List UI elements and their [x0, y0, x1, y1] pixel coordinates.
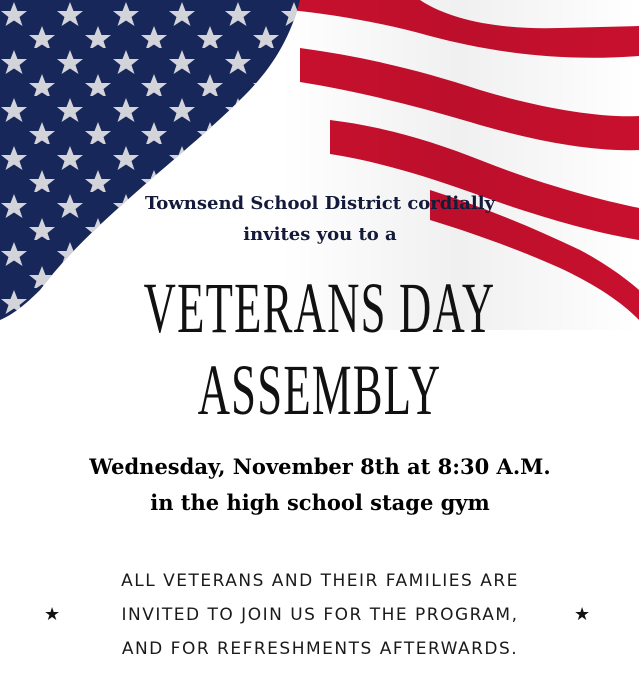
event-date-time: Wednesday, November 8th at 8:30 A.M.: [89, 454, 551, 479]
note-line2: INVITED TO JOIN US FOR THE PROGRAM,: [121, 605, 519, 625]
invitation-intro-line2: invites you to a: [243, 224, 397, 245]
event-title-line1: VETERANS DAY: [143, 268, 496, 348]
star-icon: ★: [44, 604, 61, 625]
event-location: in the high school stage gym: [150, 490, 490, 515]
event-title-line2: ASSEMBLY: [197, 350, 442, 430]
note-line3: AND FOR REFRESHMENTS AFTERWARDS.: [121, 639, 519, 659]
invitation-intro-line1: Townsend School District cordially: [144, 193, 496, 214]
note-line1: ALL VETERANS AND THEIR FAMILIES ARE: [121, 571, 519, 591]
star-icon: ★: [574, 604, 591, 625]
